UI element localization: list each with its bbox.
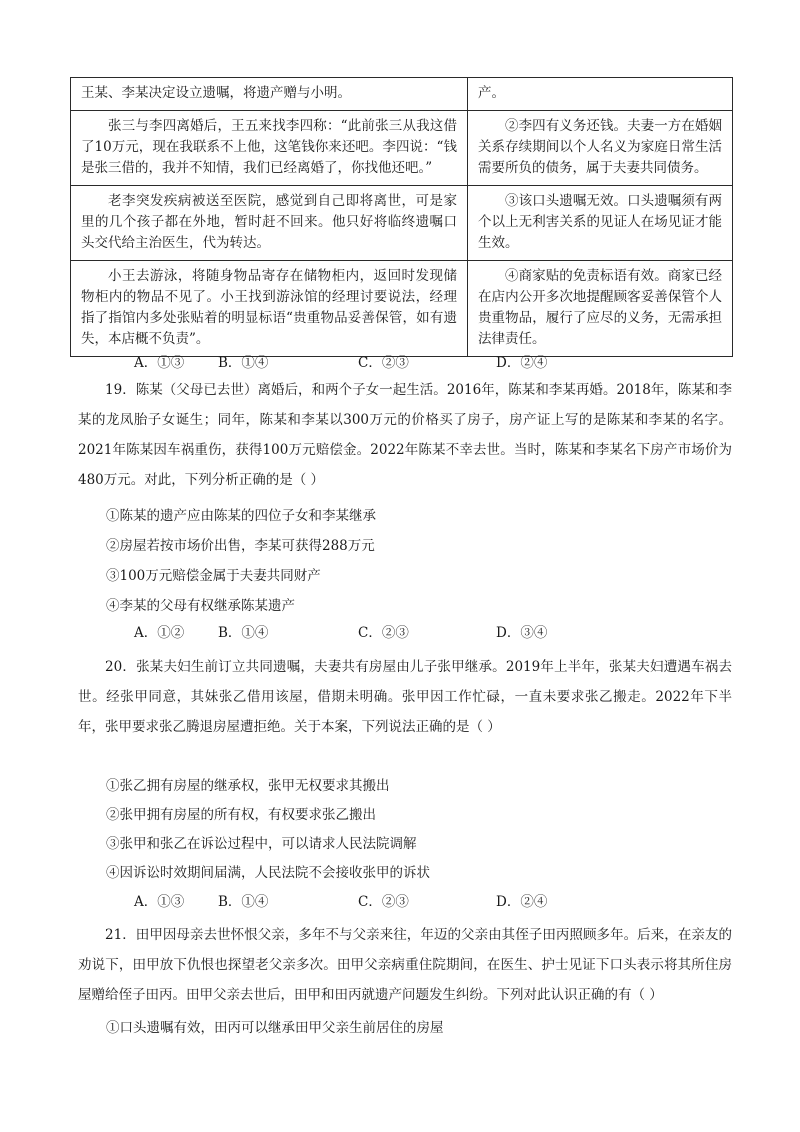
table-cell-analysis: ②李四有义务还钱。夫妻一方在婚姻关系存续期间以个人名义为家庭日常生活需要所负的债务，属于夫妻共同债务。: [468, 111, 733, 186]
table-cell-case: 王某、李某决定设立遗嘱，将遗产赠与小明。: [71, 78, 468, 111]
table-row: [71, 78, 733, 111]
table-cell-case: 张三与李四离婚后，王五来找李四称：“此前张三从我这借了10万元，现在我联系不上他，这笔钱你来还吧。李四说：“钱是张三借的，我并不知情，我们已经离婚了，你找他还吧。”: [71, 111, 468, 186]
q20-options: [134, 891, 734, 913]
q21-stem: 21．田甲因母亲去世怀恨父亲，多年不与父亲来往，年迈的父亲由其侄子田丙照顾多年。后来，在亲友的劝说下，田甲放下仇恨也探望老父亲多次。田甲父亲病重住院期间，在医生、护士见证下口头表示将其所住房屋赠给侄子田丙。田甲父亲去世后，田甲和田丙就遗产问题发生纠纷。下列对此认识正确的有（ ）: [78, 927, 732, 1003]
q21-item-1: ①口头遗嘱有效，田丙可以继承田甲父亲生前居住的房屋: [106, 1020, 444, 1036]
table-cell-analysis: 产。: [468, 78, 733, 111]
q20-item-2: ②张甲拥有房屋的所有权，有权要求张乙搬出: [106, 807, 376, 823]
law-case-table: [70, 77, 733, 357]
table-row: [71, 261, 733, 357]
q19-item-3: ③100万元赔偿金属于夫妻共同财产: [106, 568, 321, 584]
option-d: D．②④: [496, 355, 548, 371]
option-d: D．②④: [496, 894, 548, 910]
table-row: [71, 111, 733, 186]
q20-stem: 20．张某夫妇生前订立共同遗嘱，夫妻共有房屋由儿子张甲继承。2019年上半年，张某夫妇遭遇车祸去世。经张甲同意，其妹张乙借用该屋，借期未明确。张甲因工作忙碌，一直未要求张乙搬走。2022年下半年，张甲要求张乙腾退房屋遭拒绝。关于本案，下列说法正确的是（ ）: [78, 659, 732, 735]
q19-options: [134, 622, 734, 644]
option-c: C．②③: [358, 894, 409, 910]
table-cell-analysis: ④商家贴的免责标语有效。商家已经在店内公开多次地提醒顾客妥善保管个人贵重物品，履行了应尽的义务，无需承担法律责任。: [468, 261, 733, 357]
option-d: D．③④: [496, 625, 548, 641]
q19-item-4: ④李某的父母有权继承陈某遗产: [106, 598, 295, 614]
q19-item-1: ①陈某的遗产应由陈某的四位子女和李某继承: [106, 508, 376, 524]
option-a: A．①③: [134, 894, 185, 910]
option-c: C．②③: [358, 355, 409, 371]
option-c: C．②③: [358, 625, 409, 641]
option-a: A．①③: [134, 355, 185, 371]
table-cell-case: 老李突发疾病被送至医院，感觉到自己即将离世，可是家里的几个孩子都在外地，暂时赶不回来。他只好将临终遗嘱口头交代给主治医生，代为转达。: [71, 186, 468, 261]
option-b: B．①④: [218, 355, 269, 371]
table-cell-case: 小王去游泳，将随身物品寄存在储物柜内，返回时发现储物柜内的物品不见了。小王找到游泳馆的经理讨要说法，经理指了指馆内多处张贴着的明显标语“贵重物品妥善保管，如有遗失，本店概不负责”。: [71, 261, 468, 357]
q19-stem: 19．陈某（父母已去世）离婚后，和两个子女一起生活。2016年，陈某和李某再婚。2018年，陈某和李某的龙凤胎子女诞生；同年，陈某和李某以300万元的价格买了房子，房产证上写的是陈某和李某的名字。2021年陈某因车祸重伤，获得100万元赔偿金。2022年陈某不幸去世。当时，陈某和李某名下房产市场价为480万元。对此，下列分析正确的是（ ）: [78, 382, 732, 488]
table-cell-analysis: ③该口头遗嘱无效。口头遗嘱须有两个以上无利害关系的见证人在场见证才能生效。: [468, 186, 733, 261]
option-a: A．①②: [134, 625, 185, 641]
q20-item-3: ③张甲和张乙在诉讼过程中，可以请求人民法院调解: [106, 836, 417, 852]
option-b: B．①④: [218, 894, 269, 910]
q18-options: [134, 352, 734, 374]
q19-item-2: ②房屋若按市场价出售，李某可获得288万元: [106, 538, 375, 554]
table-row: [71, 186, 733, 261]
q20-item-1: ①张乙拥有房屋的继承权，张甲无权要求其搬出: [106, 778, 390, 794]
option-b: B．①④: [218, 625, 269, 641]
q20-item-4: ④因诉讼时效期间届满，人民法院不会接收张甲的诉状: [106, 865, 430, 881]
